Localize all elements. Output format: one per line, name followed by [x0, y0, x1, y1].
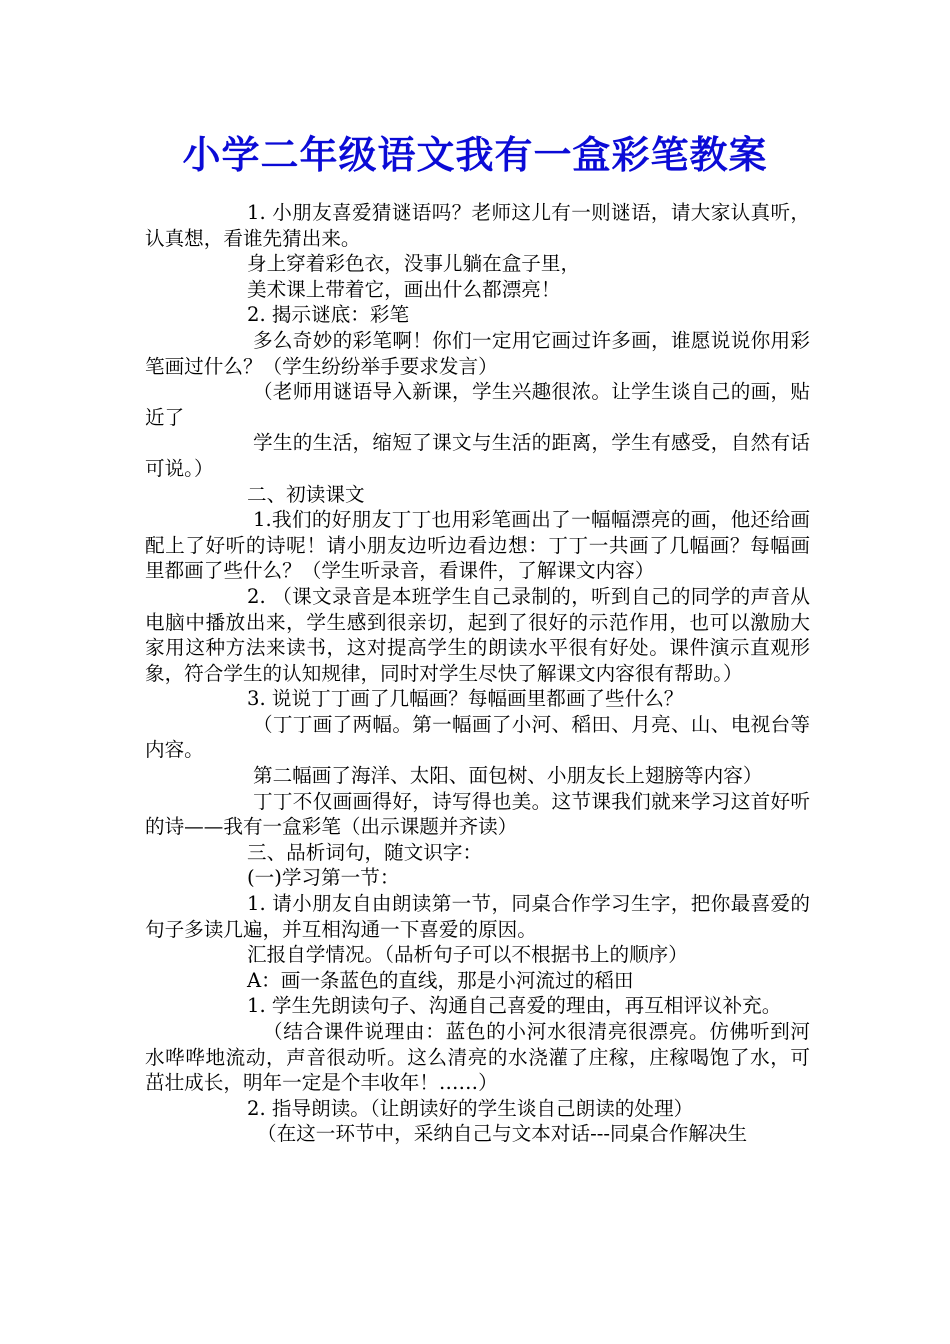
document-body [145, 200, 810, 1147]
subsection-heading: (一)学习第一节： [247, 866, 400, 890]
paragraph: （结合课件说理由：蓝色的小河水很清亮很漂亮。仿佛听到河水哗哗地流动，声音很动听。这么清亮的水浇灌了庄稼，庄稼喝饱了水，可茁壮成长，明年一定是个丰收年！……） [145, 1020, 810, 1095]
paragraph: 1. 学生先朗读句子、沟通自己喜爱的理由，再互相评议补充。 [247, 994, 782, 1018]
document-title: 小学二年级语文我有一盒彩笔教案 [182, 132, 768, 177]
paragraph: （老师用谜语导入新课，学生兴趣很浓。让学生谈自己的画，贴近了 [145, 380, 810, 429]
paragraph: 1.我们的好朋友丁丁也用彩笔画出了一幅幅漂亮的画，他还给画配上了好听的诗呢！请小朋友边听边看边想：丁丁一共画了几幅画？每幅画里都画了些什么？（学生听录音，看课件，了解课文内容） [145, 508, 810, 583]
paragraph: （在这一环节中，采纳自己与文本对话---同桌合作解决生 [257, 1122, 748, 1146]
paragraph: （丁丁画了两幅。第一幅画了小河、稻田、月亮、山、电视台等内容。 [145, 712, 810, 762]
paragraph: 2. 揭示谜底：彩笔 [247, 303, 410, 327]
section-heading: 三、品析词句，随文识字： [247, 840, 483, 864]
paragraph: 多么奇妙的彩笔啊！你们一定用它画过许多画，谁愿说说你用彩笔画过什么？（学生纷纷举手要求发言） [145, 328, 810, 378]
paragraph: 2. 指导朗读。（让朗读好的学生谈自己朗读的处理） [247, 1096, 694, 1120]
paragraph: 二、初读课文 [247, 482, 365, 506]
paragraph: A：画一条蓝色的直线，那是小河流过的稻田 [247, 968, 634, 992]
paragraph: 汇报自学情况。（品析句子可以不根据书上的顺序） [247, 943, 688, 967]
paragraph: 第二幅画了海洋、太阳、面包树、小朋友长上翅膀等内容） [253, 764, 763, 788]
paragraph: 美术课上带着它，画出什么都漂亮！ [247, 277, 561, 301]
paragraph: 学生的生活，缩短了课文与生活的距离，学生有感受，自然有话可说。） [145, 431, 810, 480]
paragraph: 3. 说说丁丁画了几幅画？每幅画里都画了些什么？ [247, 687, 684, 711]
paragraph: 丁丁不仅画画得好，诗写得也美。这节课我们就来学习这首好听的诗——我有一盒彩笔（出示课题并齐读） [145, 789, 810, 839]
paragraph: 1. 小朋友喜爱猜谜语吗？老师这儿有一则谜语，请大家认真听，认真想，看谁先猜出来。 [145, 201, 810, 250]
paragraph: 1. 请小朋友自由朗读第一节，同桌合作学习生字，把你最喜爱的句子多读几遍，并互相沟通一下喜爱的原因。 [145, 892, 810, 941]
paragraph: 2. （课文录音是本班学生自己录制的，听到自己的同学的声音从电脑中播放出来，学生感到很亲切，起到了很好的示范作用，也可以激励大家用这种方法来读书，这对提高学生的朗读水平很有好处。课件演示直观形象，符合学生的认知规律，同时对学生尽快了解课文内容很有帮助。） [145, 584, 810, 685]
paragraph: 身上穿着彩色衣，没事儿躺在盒子里， [247, 252, 581, 276]
